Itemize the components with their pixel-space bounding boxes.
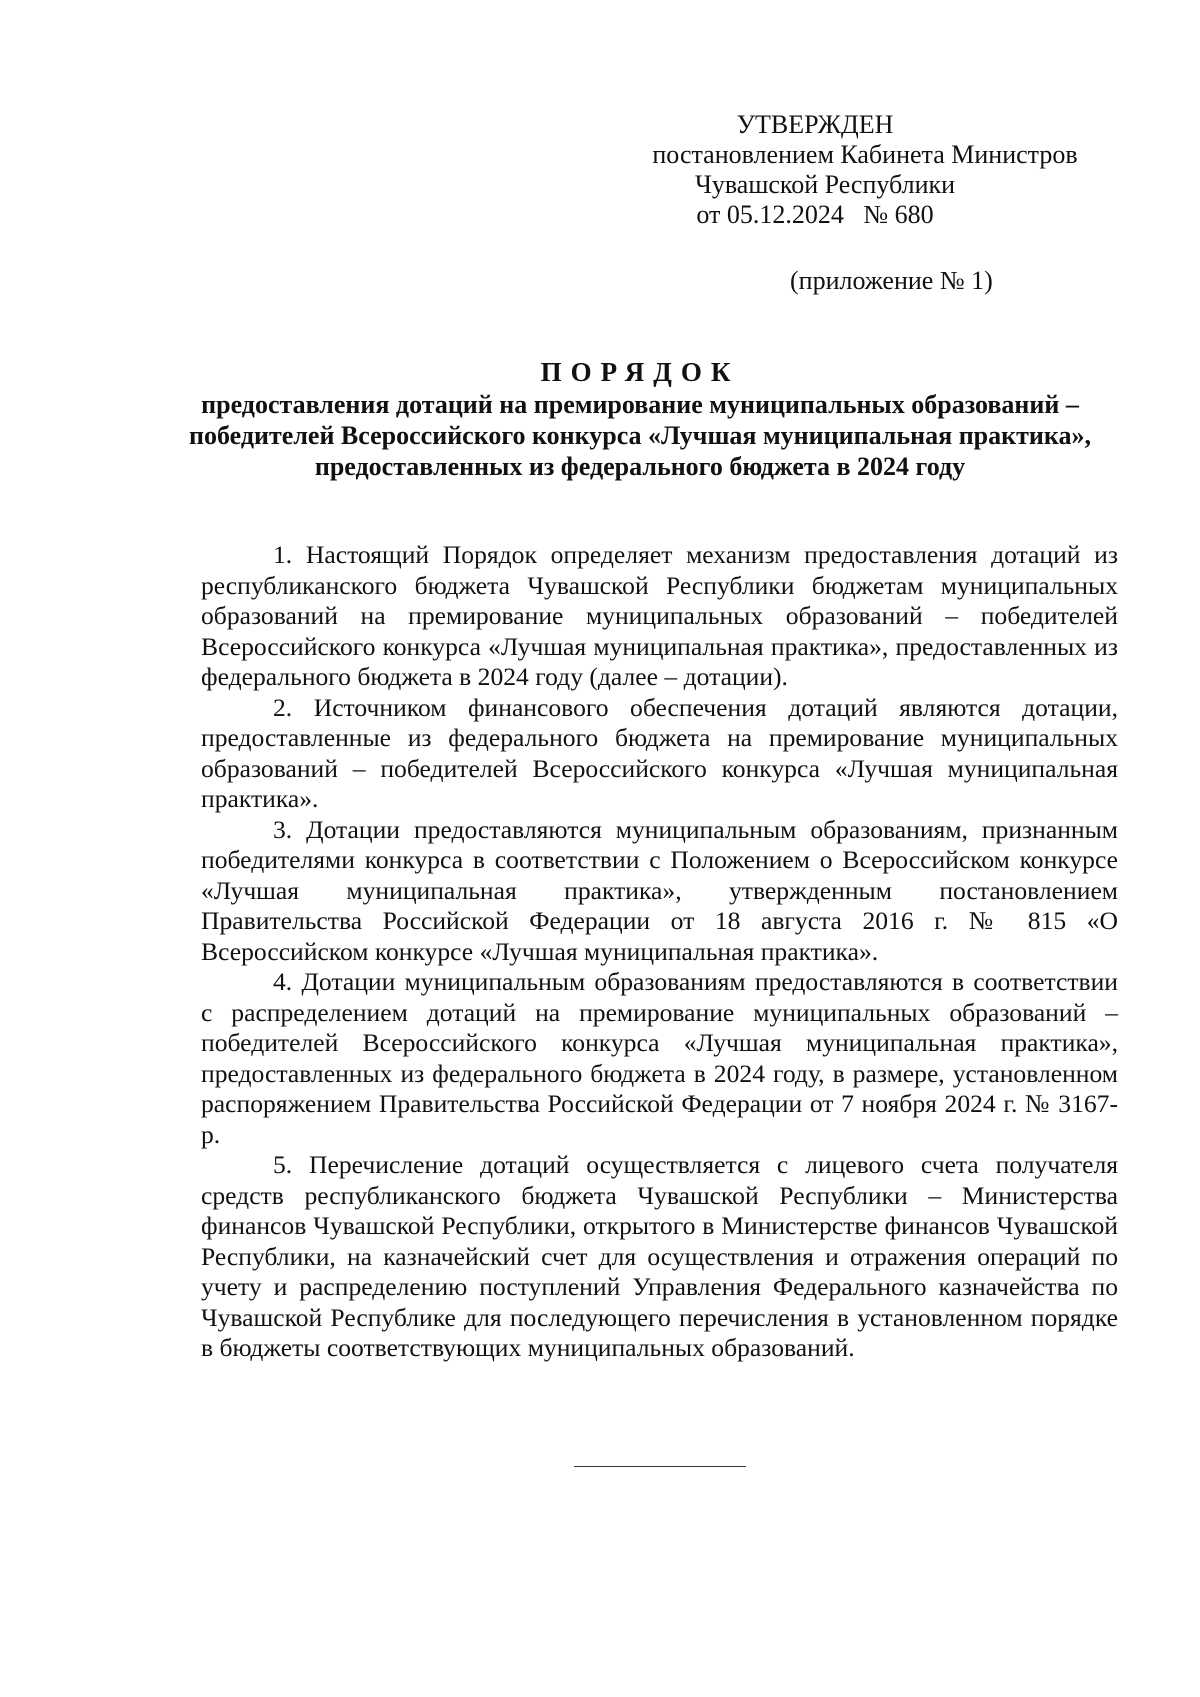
heading-line-1: предоставления дотаций на премирование муниципальных образований – (201, 390, 1079, 419)
paragraph-1: 1. Настоящий Порядок определяет механизм предоставления дотаций из республиканского бюджета Чувашской Республики бюджетам муниципальных образований на премирование муниципальных образований – победителей Всероссийского конкурса «Лучшая муниципальная практика», предоставленных из федерального бюджета в 2024 году (далее – дотации). (201, 540, 1118, 691)
document-body (201, 540, 1118, 1364)
heading-line-2: победителей Всероссийского конкурса «Лучшая муниципальная практика», (189, 421, 1091, 450)
paragraph-4: 4. Дотации муниципальным образованиям предоставляются в соответствии с распределением дотаций на премирование муниципальных образований – победителей Всероссийского конкурса «Лучшая муниципальная практика», предоставленных из федерального бюджета в 2024 году, в размере, установленном распоряжением Правительства Российской Федерации от 7 ноября 2024 г. № 3167-р. (201, 967, 1118, 1149)
heading-line-3: предоставленных из федерального бюджета в 2024 году (314, 452, 966, 481)
paragraph-2: 2. Источником финансового обеспечения дотаций являются дотации, предоставленные из федерального бюджета на премирование муниципальных образований – победителей Всероссийского конкурса «Лучшая муниципальная практика». (201, 692, 1118, 813)
approval-line-republic: Чувашской Республики (694, 170, 956, 199)
document-heading (140, 355, 1140, 482)
approval-title: УТВЕРЖДЕН (736, 110, 894, 139)
approval-line-resolution: постановлением Кабинета Министров (652, 140, 1078, 169)
document-title: ПОРЯДОК (540, 357, 740, 387)
annex-label: (приложение № 1) (790, 266, 993, 295)
paragraph-3: 3. Дотации предоставляются муниципальным образованиям, признанным победителями конкурса в соответствии с Положением о Всероссийском конкурсе «Лучшая муниципальная практика», утвержденным постановлением Правительства Российской Федерации от 18 августа 2016 г. № 815 «О Всероссийском конкурсе «Лучшая муниципальная практика». (201, 814, 1118, 966)
paragraph-5: 5. Перечисление дотаций осуществляется с лицевого счета получателя средств республиканского бюджета Чувашской Республики – Министерства финансов Чувашской Республики, открытого в Министерстве финансов Чувашской Республики, на казначейский счет для осуществления и отражения операций по учету и распределению поступлений Управления Федерального казначейства по Чувашской Республике для последующего перечисления в установленном порядке в бюджеты соответствующих муниципальных образований. (201, 1150, 1118, 1362)
approval-block (640, 110, 1120, 230)
end-separator-line (574, 1466, 746, 1467)
approval-line-date-number: от 05.12.2024 № 680 (696, 200, 934, 229)
